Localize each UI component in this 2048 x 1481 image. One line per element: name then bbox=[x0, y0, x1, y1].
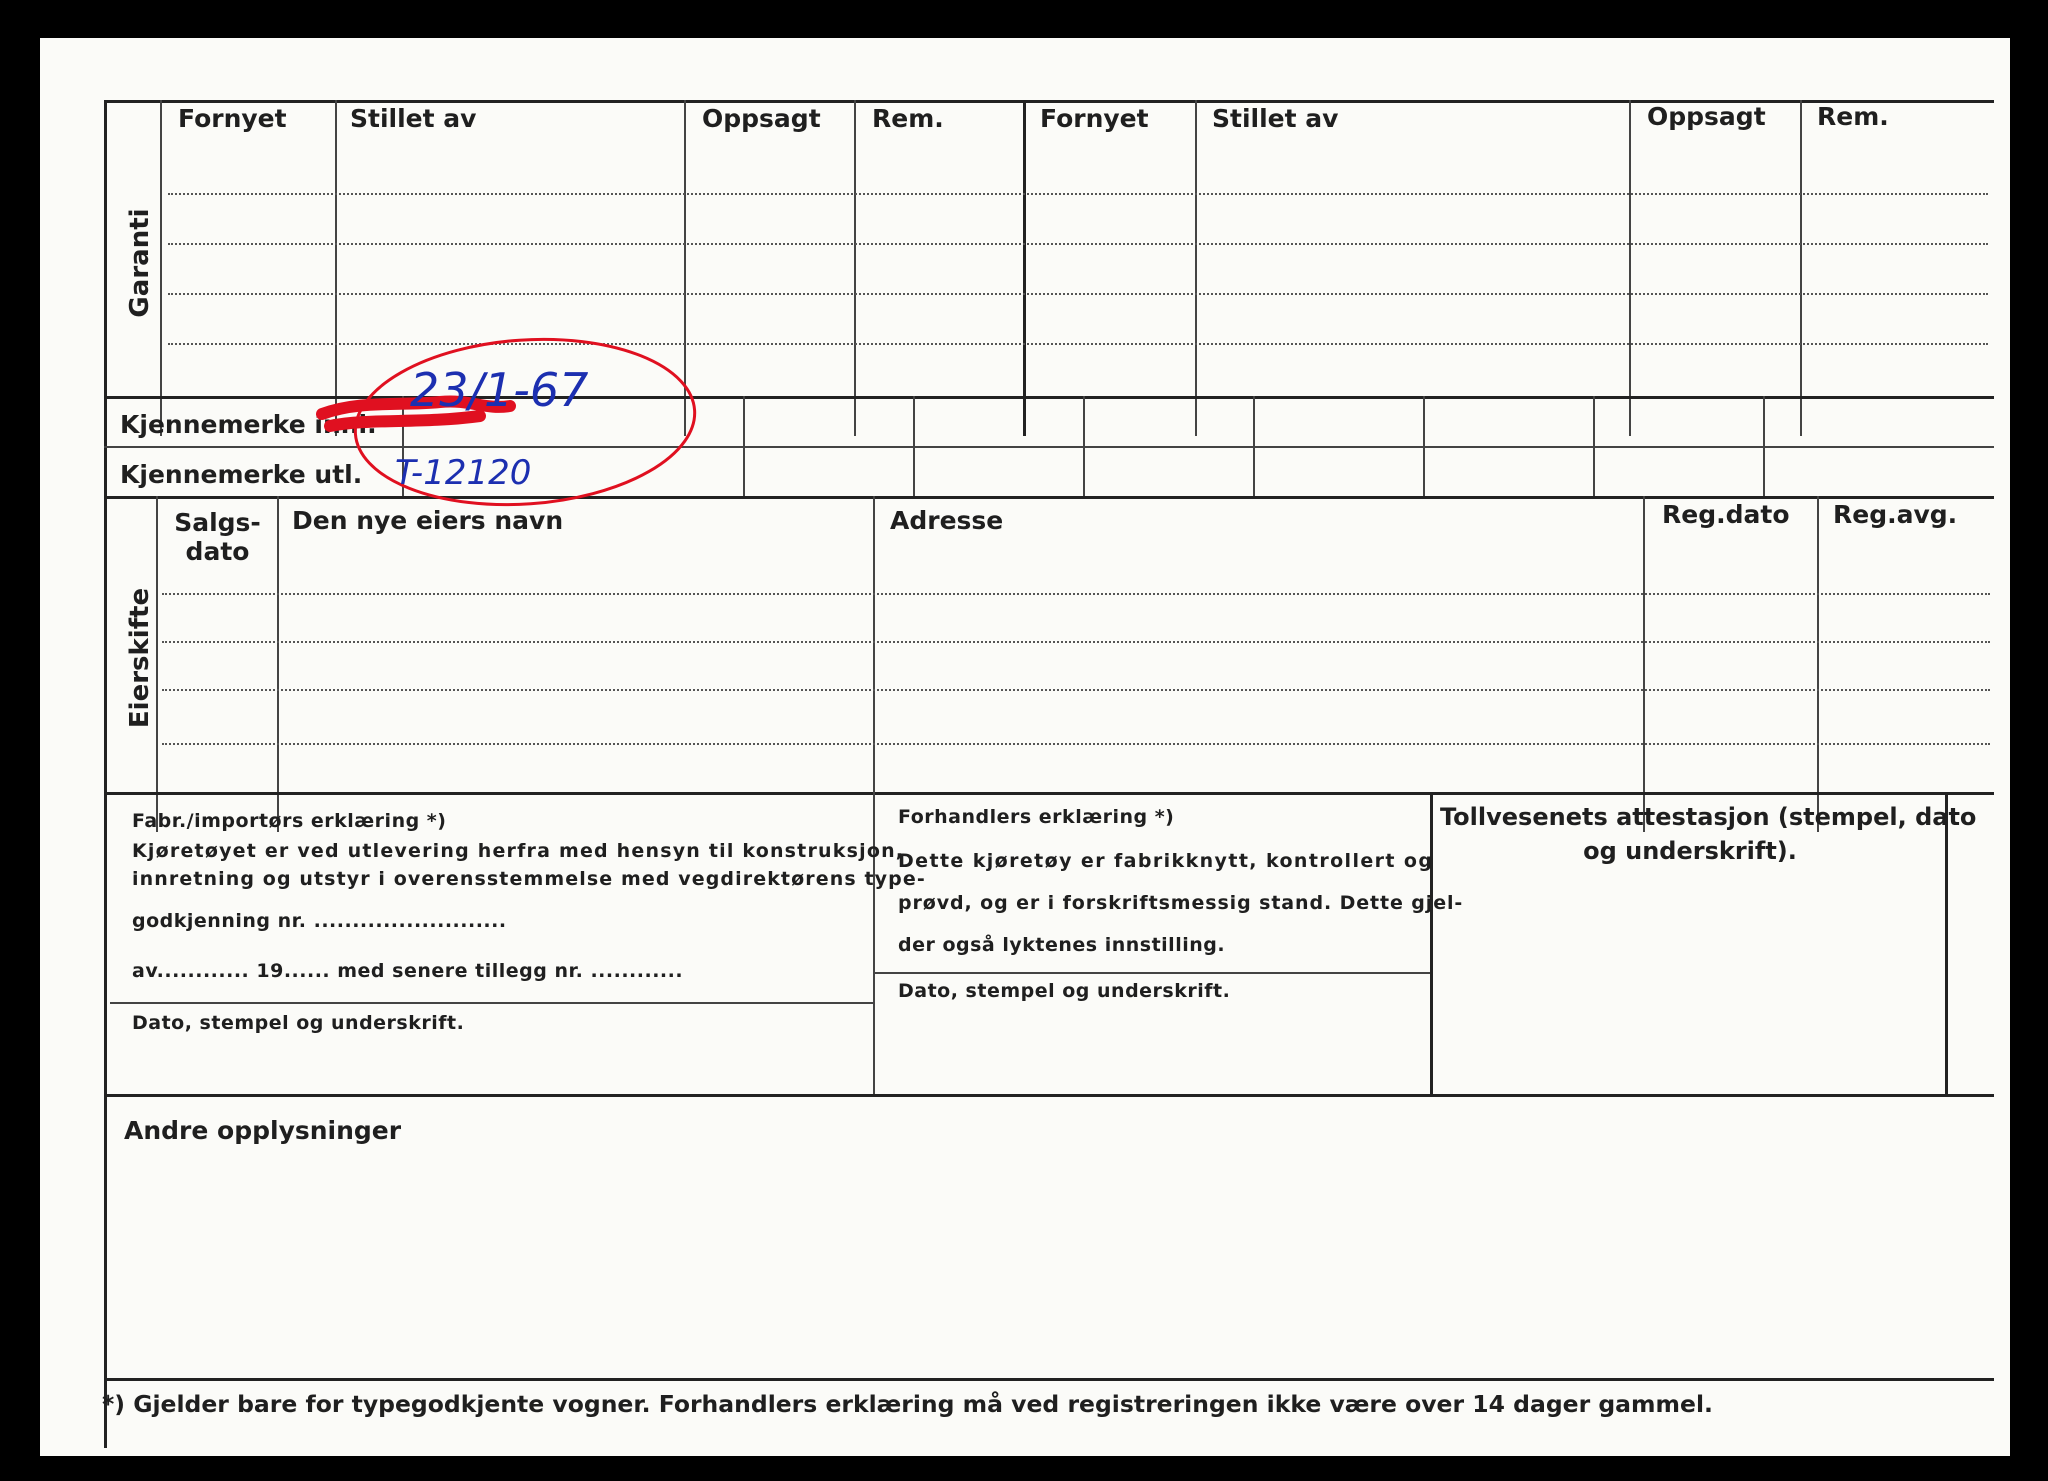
forhandler-text: der også lyktenes innstilling. bbox=[898, 934, 1226, 956]
footnote: *) Gjelder bare for typegodkjente vogner. Forhandlers erklæring må ved registreringen ikke være over 14 dager gammel. bbox=[102, 1390, 1713, 1418]
forhandler-signature-label: Dato, stempel og underskrift. bbox=[898, 980, 1231, 1002]
kjennemerke-utl-label: Kjennemerke utl. bbox=[120, 460, 363, 489]
header-stillet-av: Stillet av bbox=[1212, 104, 1339, 133]
eierskifte-side-label: Eierskifte bbox=[125, 587, 155, 729]
registration-card bbox=[40, 38, 2010, 1456]
header-rem: Rem. bbox=[1817, 102, 1889, 131]
toll-line: Tollvesenets attestasjon (stempel, dato bbox=[1440, 803, 1977, 831]
header-rem: Rem. bbox=[872, 104, 944, 133]
fabrikant-text: Kjøretøyet er ved utlevering herfra med hensyn til konstruksjon, bbox=[132, 840, 905, 862]
header-new-owner: Den nye eiers navn bbox=[292, 506, 564, 535]
header-oppsagt: Oppsagt bbox=[702, 104, 821, 133]
header-stillet-av: Stillet av bbox=[350, 104, 477, 133]
handwritten-date: 23/1-67 bbox=[410, 363, 589, 417]
toll-line: og underskrift). bbox=[1583, 837, 1797, 865]
fabrikant-text: av............ 19...... med senere tillegg nr. ............ bbox=[132, 960, 684, 982]
header-reg-avg: Reg.avg. bbox=[1833, 500, 1958, 529]
fabrikant-signature-label: Dato, stempel og underskrift. bbox=[132, 1012, 465, 1034]
header-fornyet: Fornyet bbox=[178, 104, 287, 133]
garanti-side-label: Garanti bbox=[125, 208, 155, 318]
salgsdato-line: Salgs- bbox=[174, 508, 261, 537]
fabrikant-title: Fabr./importørs erklæring *) bbox=[132, 810, 447, 832]
kjennemerke-innl-label: Kjennemerke innl. bbox=[120, 410, 377, 439]
header-fornyet: Fornyet bbox=[1040, 104, 1149, 133]
header-reg-dato: Reg.dato bbox=[1662, 500, 1790, 529]
fabrikant-text: godkjenning nr. ......................... bbox=[132, 910, 507, 932]
handwritten-plate: T-12120 bbox=[395, 453, 532, 493]
handwriting-layer bbox=[40, 38, 2010, 1456]
fabrikant-text: innretning og utstyr i overensstemmelse med vegdirektørens type- bbox=[132, 868, 926, 890]
forhandler-text: prøvd, og er i forskriftsmessig stand. Dette gjel- bbox=[898, 892, 1464, 914]
header-oppsagt: Oppsagt bbox=[1647, 102, 1766, 131]
salgsdato-line: dato bbox=[185, 537, 250, 566]
forhandler-title: Forhandlers erklæring *) bbox=[898, 806, 1175, 828]
header-address: Adresse bbox=[890, 506, 1004, 535]
forhandler-text: Dette kjøretøy er fabrikknytt, kontrollert og bbox=[898, 850, 1434, 872]
andre-opplysninger-label: Andre opplysninger bbox=[124, 1116, 402, 1145]
